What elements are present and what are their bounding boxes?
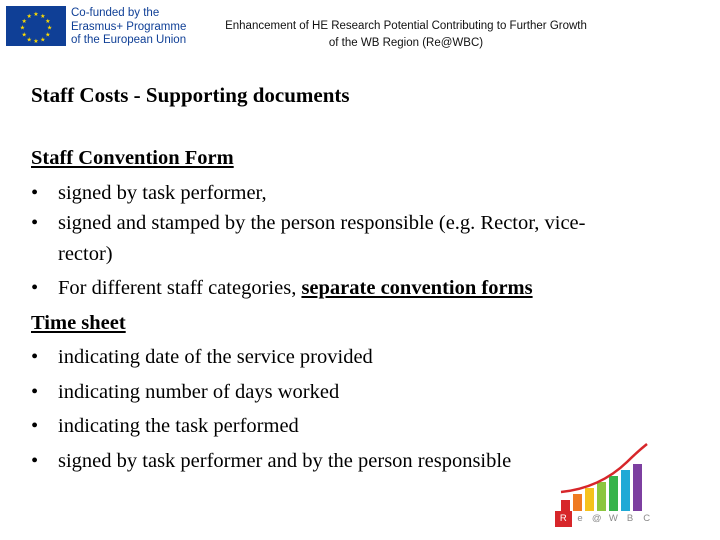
bullet-text-prefix: For different staff categories, bbox=[58, 277, 302, 299]
section-heading-convention: Staff Convention Form bbox=[31, 147, 234, 169]
bullet-icon: • bbox=[31, 212, 39, 234]
bullet-text: indicating the task performed bbox=[58, 415, 299, 437]
svg-text:★: ★ bbox=[45, 17, 51, 25]
svg-text:★: ★ bbox=[46, 24, 53, 32]
bullet-item bbox=[31, 409, 691, 444]
svg-text:★: ★ bbox=[21, 31, 27, 39]
bullet-text: signed by task performer, bbox=[58, 181, 267, 204]
bullet-icon: • bbox=[31, 277, 39, 299]
project-title-line: of the WB Region (Re@WBC) bbox=[328, 37, 484, 49]
bullet-item bbox=[31, 271, 691, 306]
bullet-icon: • bbox=[31, 449, 39, 472]
project-title-line: Enhancement of HE Research Potential Contributing to Further Growth bbox=[225, 20, 587, 32]
bullet-item bbox=[31, 375, 691, 410]
rewbc-letter: e bbox=[572, 511, 589, 527]
project-header-title bbox=[186, 18, 626, 52]
svg-text:★: ★ bbox=[33, 38, 39, 46]
rewbc-letter: B bbox=[622, 511, 639, 527]
svg-text:★: ★ bbox=[33, 11, 39, 18]
bullet-item bbox=[31, 340, 691, 375]
slide-content bbox=[31, 141, 691, 478]
bullet-icon: • bbox=[31, 380, 39, 403]
bullet-item bbox=[31, 210, 691, 237]
eu-flag-icon bbox=[6, 6, 66, 46]
bullet-icon: • bbox=[31, 346, 39, 368]
bullet-icon: • bbox=[31, 181, 39, 204]
rewbc-bars-icon bbox=[555, 440, 655, 512]
eu-cofunded-text bbox=[71, 7, 186, 48]
slide-title: Staff Costs - Supporting documents bbox=[31, 83, 350, 107]
svg-text:★: ★ bbox=[19, 24, 26, 32]
bullet-text: indicating number of days worked bbox=[58, 380, 340, 403]
eu-text-line: of the European Union bbox=[71, 34, 187, 46]
svg-text:★: ★ bbox=[40, 36, 46, 44]
svg-text:★: ★ bbox=[21, 17, 27, 25]
eu-cofunded-logo bbox=[6, 6, 187, 48]
svg-text:★: ★ bbox=[40, 12, 46, 20]
bullet-text-continuation: rector) bbox=[58, 242, 113, 265]
eu-text-line: Co-funded by the bbox=[71, 7, 160, 19]
rewbc-letter: W bbox=[605, 511, 622, 527]
rewbc-wordmark bbox=[555, 511, 655, 527]
bullet-icon: • bbox=[31, 415, 39, 437]
eu-text-line: Erasmus+ Programme bbox=[71, 20, 187, 33]
svg-text:★: ★ bbox=[26, 12, 32, 20]
svg-text:★: ★ bbox=[26, 36, 32, 44]
bullet-text-emphasis: separate convention forms bbox=[301, 277, 533, 299]
bullet-text: signed and stamped by the person responsible (e.g. Rector, vice- bbox=[58, 212, 586, 234]
bullet-item bbox=[31, 176, 691, 211]
rewbc-letter: C bbox=[638, 511, 655, 527]
rewbc-logo bbox=[555, 440, 655, 530]
bullet-text bbox=[58, 271, 533, 306]
bullet-text: signed by task performer and by the person responsible bbox=[58, 449, 512, 472]
bullet-text: indicating date of the service provided bbox=[58, 346, 373, 368]
rewbc-letter: @ bbox=[588, 511, 605, 527]
rewbc-letter: R bbox=[555, 511, 572, 527]
section-heading-timesheet: Time sheet bbox=[31, 311, 126, 334]
svg-text:★: ★ bbox=[45, 31, 51, 39]
